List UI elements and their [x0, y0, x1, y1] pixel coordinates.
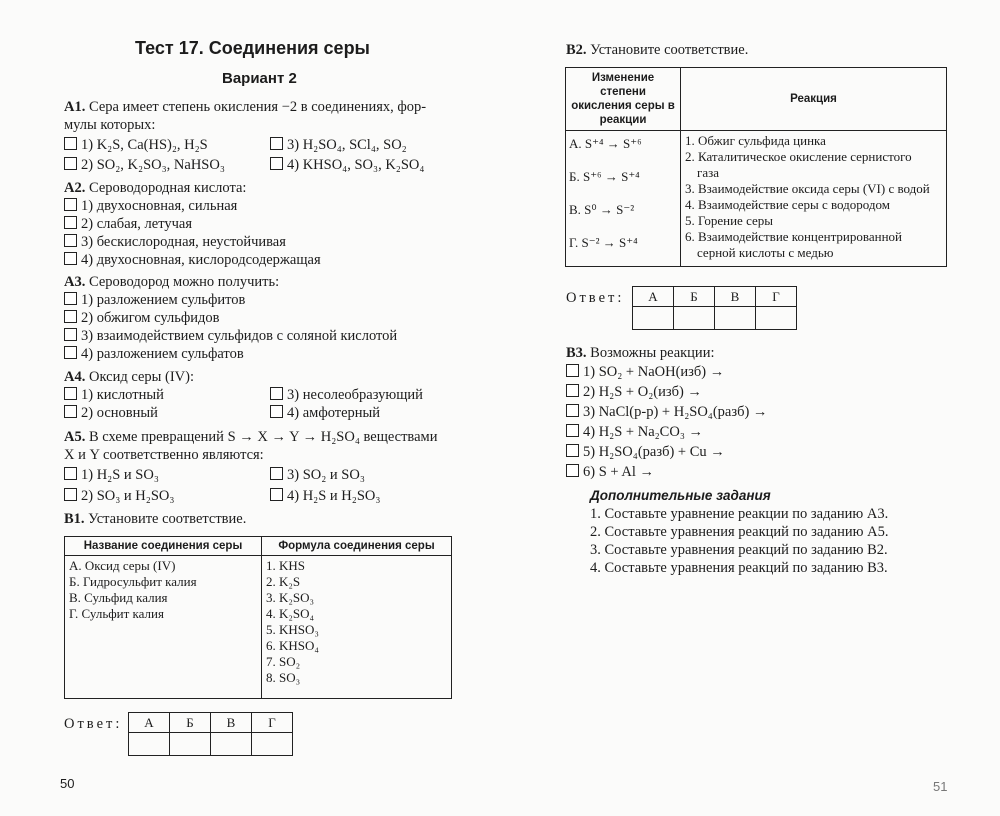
page-number: 50: [60, 776, 75, 791]
option-a5-3[interactable]: [270, 467, 365, 484]
question-text: Сера имеет степень окисления −2 в соединениях, фор-: [88, 99, 427, 115]
question-b3: [566, 345, 714, 362]
checkbox[interactable]: [64, 405, 77, 418]
checkbox[interactable]: [64, 467, 77, 480]
list-item: серной кислоты с медью: [697, 245, 834, 260]
option-label: 3) бескислородная, неустойчивая: [81, 234, 286, 250]
answer-cell[interactable]: [170, 733, 211, 756]
matching-table-b2: [565, 67, 947, 267]
list-item: 2. K₂S: [266, 574, 301, 589]
question-label: А3.: [64, 274, 86, 290]
option-a5-1[interactable]: [64, 467, 159, 484]
question-a1: [64, 99, 426, 116]
answer-header: В: [715, 287, 756, 307]
answer-header: Б: [674, 287, 715, 307]
question-label: А4.: [64, 369, 86, 385]
list-item: 6. KHSO₄: [266, 638, 319, 653]
page-title: Тест 17. Соединения серы: [135, 38, 370, 58]
option-b3-6[interactable]: [566, 464, 654, 481]
option-label: 3) несолеобразующий: [287, 387, 423, 403]
option-a1-2[interactable]: [64, 157, 225, 174]
option-label: 3) NaCl(р-р) + H₂SO₄(разб) →: [583, 404, 768, 420]
option-label: 2) SO₃ и H₂SO₃: [81, 488, 175, 504]
checkbox[interactable]: [64, 488, 77, 501]
answer-label: Ответ:: [64, 716, 123, 732]
answer-cell[interactable]: [252, 733, 293, 756]
list-item: А. Оксид серы (IV): [69, 558, 176, 573]
list-item: газа: [697, 165, 720, 180]
question-text: Сероводород можно получить:: [88, 274, 280, 290]
checkbox[interactable]: [64, 198, 77, 211]
list-item: 1. KHS: [266, 558, 306, 573]
checkbox[interactable]: [270, 137, 283, 150]
answer-header: В: [211, 713, 252, 733]
question-text-cont: мулы которых:: [64, 117, 156, 133]
table-header: Название соединения серы: [65, 537, 262, 556]
extra-task-item: 3. Составьте уравнения реакций по заданию В2.: [590, 542, 888, 558]
answer-table-b1: [128, 712, 293, 756]
question-text: Установите соответствие.: [590, 42, 749, 58]
question-text: Возможны реакции:: [590, 345, 715, 361]
option-label: 2) SO₂, K₂SO₃, NaHSO₃: [81, 157, 225, 173]
option-a3-1[interactable]: [64, 292, 245, 309]
checkbox[interactable]: [566, 464, 579, 477]
list-item: 3. K₂SO₃: [266, 590, 315, 605]
option-label: 1) двухосновная, сильная: [81, 198, 238, 214]
list-item: 4. K₂SO₄: [266, 606, 315, 621]
list-item: 5. KHSO₃: [266, 622, 319, 637]
option-b3-5[interactable]: [566, 444, 725, 461]
variant-label: Вариант 2: [222, 70, 297, 87]
question-label: В3.: [566, 345, 587, 361]
option-a2-1[interactable]: [64, 198, 237, 215]
names-cell: [65, 556, 262, 699]
checkbox[interactable]: [64, 234, 77, 247]
list-item: Б. S⁺⁶ → S⁺⁴: [569, 169, 640, 184]
option-label: 5) H₂SO₄(разб) + Cu →: [583, 444, 725, 460]
list-item: А. S⁺⁴ → S⁺⁶: [569, 136, 642, 151]
answer-header: А: [633, 287, 674, 307]
option-label: 4) амфотерный: [287, 405, 381, 421]
extra-tasks-title: Дополнительные задания: [590, 488, 771, 503]
option-a5-2[interactable]: [64, 488, 174, 505]
changes-cell: [566, 131, 681, 267]
question-text: Сероводородная кислота:: [88, 180, 247, 196]
checkbox[interactable]: [64, 137, 77, 150]
list-item: 2. Каталитическое окисление сернистого: [685, 149, 912, 164]
option-label: 4) H₂S и H₂SO₃: [287, 488, 381, 504]
question-a3: [64, 274, 279, 291]
option-a3-4[interactable]: [64, 346, 244, 363]
list-item: 4. Взаимодействие серы с водородом: [685, 197, 891, 212]
checkbox[interactable]: [566, 444, 579, 457]
option-a2-4[interactable]: [64, 252, 321, 269]
option-label: 1) разложением сульфитов: [81, 292, 246, 308]
option-a1-4[interactable]: [270, 157, 424, 174]
table-header: Формула соединения серы: [262, 537, 452, 556]
answer-header: Б: [170, 713, 211, 733]
answer-header: Г: [252, 713, 293, 733]
extra-task-item: 2. Составьте уравнения реакций по заданию А5.: [590, 524, 889, 540]
extra-task-item: 4. Составьте уравнения реакций по заданию В3.: [590, 560, 888, 576]
list-item: Г. S⁻² → S⁺⁴: [569, 235, 638, 250]
option-a4-1[interactable]: [64, 387, 164, 404]
matching-table-b1: [64, 536, 452, 699]
option-b3-4[interactable]: [566, 424, 703, 441]
option-label: 1) SO₂ + NaOH(изб) →: [583, 364, 725, 380]
question-a2: [64, 180, 246, 197]
table-header: Изменение степени окисления серы в реакции: [566, 68, 681, 131]
checkbox[interactable]: [64, 216, 77, 229]
option-a4-3[interactable]: [270, 387, 423, 404]
question-text: Установите соответствие.: [88, 511, 247, 527]
option-b3-3[interactable]: [566, 404, 767, 421]
question-text: В схеме превращений S → X → Y → H₂SO₄ веществами: [88, 429, 438, 445]
checkbox[interactable]: [270, 157, 283, 170]
checkbox[interactable]: [566, 404, 579, 417]
option-a1-1[interactable]: [64, 137, 208, 154]
option-label: 1) K₂S, Ca(HS)₂, H₂S: [81, 137, 208, 153]
list-item: В. S⁰ → S⁻²: [569, 202, 635, 217]
option-label: 2) обжигом сульфидов: [81, 310, 220, 326]
page-number: 51: [933, 779, 948, 794]
option-label: 2) слабая, летучая: [81, 216, 193, 232]
answer-header: Г: [756, 287, 797, 307]
checkbox[interactable]: [566, 424, 579, 437]
table-header: Реакция: [681, 68, 947, 131]
question-label: В1.: [64, 511, 85, 527]
answer-cell[interactable]: [756, 307, 797, 330]
option-label: 1) H₂S и SO₃: [81, 467, 159, 483]
question-b2: [566, 42, 748, 59]
list-item: 5. Горение серы: [685, 213, 774, 228]
checkbox[interactable]: [64, 387, 77, 400]
checkbox[interactable]: [64, 346, 77, 359]
list-item: 7. SO₂: [266, 654, 301, 669]
checkbox[interactable]: [270, 488, 283, 501]
answer-header: А: [129, 713, 170, 733]
question-label: А5.: [64, 429, 86, 445]
answer-cell[interactable]: [129, 733, 170, 756]
option-b3-2[interactable]: [566, 384, 702, 401]
list-item: Б. Гидросульфит калия: [69, 574, 197, 589]
option-label: 6) S + Al →: [583, 464, 655, 480]
answer-cell[interactable]: [633, 307, 674, 330]
option-label: 3) SO₂ и SO₃: [287, 467, 365, 483]
checkbox[interactable]: [566, 364, 579, 377]
option-label: 3) взаимодействием сульфидов с соляной кислотой: [81, 328, 398, 344]
list-item: Г. Сульфит калия: [69, 606, 164, 621]
checkbox[interactable]: [270, 467, 283, 480]
option-label: 1) кислотный: [81, 387, 164, 403]
option-label: 2) H₂S + O₂(изб) →: [583, 384, 702, 400]
option-a2-2[interactable]: [64, 216, 192, 233]
answer-cell[interactable]: [674, 307, 715, 330]
question-b1: [64, 511, 246, 528]
answer-cell[interactable]: [715, 307, 756, 330]
option-label: 4) двухосновная, кислородсодержащая: [81, 252, 321, 268]
question-label: В2.: [566, 42, 587, 58]
question-a4: [64, 369, 194, 386]
question-a5: [64, 429, 437, 446]
option-b3-1[interactable]: [566, 364, 724, 381]
list-item: 6. Взаимодействие концентрированной: [685, 229, 902, 244]
option-a3-3[interactable]: [64, 328, 397, 345]
question-label: А2.: [64, 180, 86, 196]
reactions-cell: [681, 131, 947, 267]
checkbox[interactable]: [270, 387, 283, 400]
extra-task-item: 1. Составьте уравнение реакции по заданию А3.: [590, 506, 889, 522]
option-label: 2) основный: [81, 405, 158, 421]
checkbox[interactable]: [270, 405, 283, 418]
checkbox[interactable]: [64, 252, 77, 265]
list-item: 8. SO₃: [266, 670, 301, 685]
checkbox[interactable]: [64, 310, 77, 323]
option-label: 3) H₂SO₄, SCl₄, SO₂: [287, 137, 407, 153]
option-a5-4[interactable]: [270, 488, 380, 505]
option-a4-2[interactable]: [64, 405, 158, 422]
answer-label: Ответ:: [566, 290, 625, 306]
option-label: 4) H₂S + Na₂CO₃ →: [583, 424, 704, 440]
option-label: 4) разложением сульфатов: [81, 346, 244, 362]
option-a4-4[interactable]: [270, 405, 380, 422]
checkbox[interactable]: [64, 328, 77, 341]
list-item: 1. Обжиг сульфида цинка: [685, 133, 826, 148]
option-label: 4) KHSO₄, SO₃, K₂SO₄: [287, 157, 425, 173]
formulas-cell: [262, 556, 452, 699]
option-a2-3[interactable]: [64, 234, 286, 251]
answer-cell[interactable]: [211, 733, 252, 756]
checkbox[interactable]: [64, 292, 77, 305]
question-text-cont: X и Y соответственно являются:: [64, 447, 264, 463]
checkbox[interactable]: [566, 384, 579, 397]
answer-table-b2: [632, 286, 797, 330]
question-label: А1.: [64, 99, 86, 115]
question-text: Оксид серы (IV):: [88, 369, 194, 385]
option-a1-3[interactable]: [270, 137, 407, 154]
list-item: В. Сульфид калия: [69, 590, 168, 605]
option-a3-2[interactable]: [64, 310, 219, 327]
list-item: 3. Взаимодействие оксида серы (VI) с водой: [685, 181, 930, 196]
checkbox[interactable]: [64, 157, 77, 170]
